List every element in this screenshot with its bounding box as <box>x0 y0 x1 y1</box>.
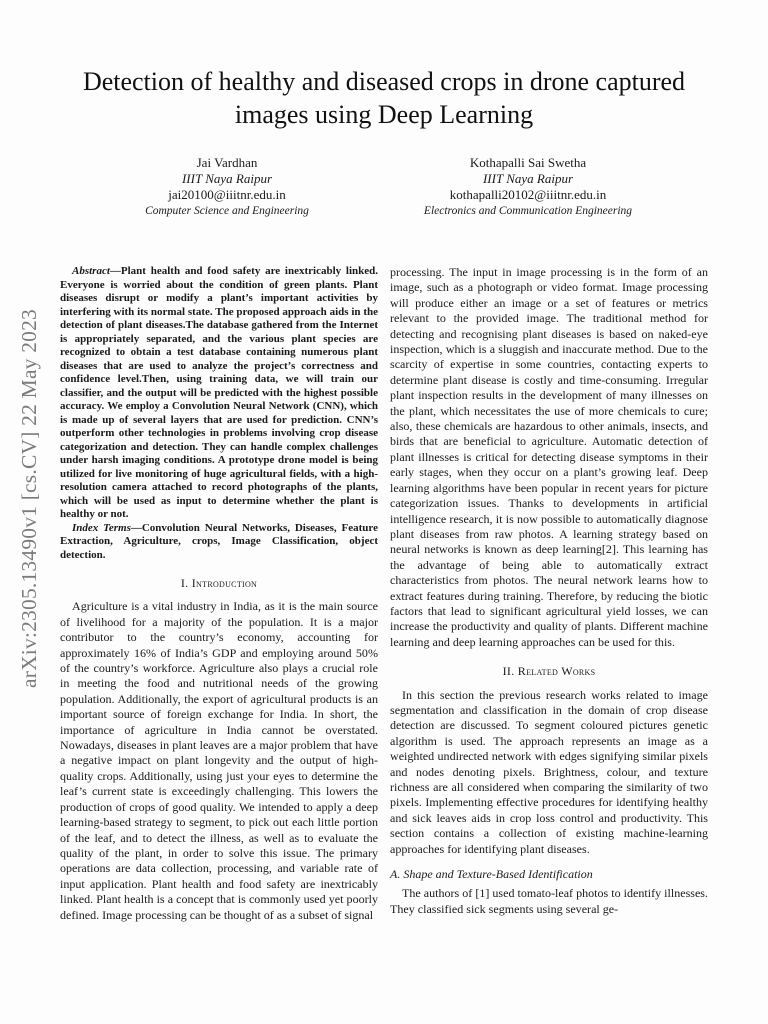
related-works-paragraph: In this section the previous research works related to image segmentation and classification in the domain of crop disease detection are discussed. To segment coloured pictures genetic algorithm is used. The approach represents an image as a weighted undirected network with edges signifying similar pixels and nodes denoting pixels. Brightness, colour, and texture richness are all considered when comparing the similarity of two pixels. Implementing effective procedures for identifying healthy and sick leaves aids in crop loss control and productivity. This section contains a collection of existing machine-learning approaches for identifying plant diseases. <box>390 687 708 856</box>
arxiv-stamp <box>14 263 46 733</box>
section-heading-related-works: II. Related Works <box>502 664 596 679</box>
author-name: Jai Vardhan <box>196 155 258 170</box>
abstract-label: Abstract <box>72 265 110 277</box>
author-block-2 <box>378 155 678 219</box>
right-column <box>390 265 708 917</box>
subsection-heading-shape-texture: A. Shape and Texture-Based Identification <box>390 867 593 882</box>
author-email: jai20100@iiitnr.edu.in <box>168 187 286 202</box>
arxiv-stamp-text: arXiv:2305.13490v1 [cs.CV] 22 May 2023 <box>17 308 42 688</box>
author-affiliation: IIIT Naya Raipur <box>482 171 574 186</box>
subsection-paragraph: The authors of [1] used tomato-leaf photos to identify illnesses. They classified sick segments using several ge- <box>390 886 708 916</box>
paper-title: Detection of healthy and diseased crops in drone captured images using Deep Learning <box>82 67 686 129</box>
introduction-paragraph: Agriculture is a vital industry in India, as it is the main source of livelihood for a majority of the population. It is a major contributor to the country’s economy, accounting for approximately 16% of India’s GDP and employing around 50% of the country’s workforce. Agriculture also plays a crucial role in meeting the food and nutritional needs of the growing population. Additionally, the export of agricultural products is an important source of foreign exchange for India. In short, the importance of agriculture in India cannot be overstated. Nowadays, diseases in plant leaves are a major problem that have a negative impact on plant longevity and the output of high-quality crops. Additionally, using just your eyes to determine the leaf’s current state is exceedingly challenging. This lowers the production of crops of good quality. We intended to apply a deep learning-based strategy to segment, to pick out each little portion of the leaf, and to detect the illness, as well as to evaluate the quality of the plant, in order to solve this issue. The primary operations are data collection, processing, and variable rate of input application. Plant health and food safety are inextricably linked. Plant health is a concept that is commonly used yet poorly defined. Image processing can be thought of as a subset of signal <box>60 599 378 922</box>
author-department: Computer Science and Engineering <box>145 205 309 217</box>
author-email: kothapalli20102@iiitnr.edu.in <box>449 187 607 202</box>
author-name: Kothapalli Sai Swetha <box>469 155 587 170</box>
author-department: Electronics and Communication Engineering <box>423 205 633 217</box>
abstract-text: —Plant health and food safety are inextricably linked. Everyone is worried about the condition of green plants. Plant diseases disrupt or modify a plant’s important activities by interfering with its normal state. The proposed approach aids in the detection of plant diseases.The database gathered from the Internet is appropriately separated, and the various plant species are recognized to obtain a test database containing numerous plant diseases that are used to analyze the project’s correctness and confidence level.Then, using training data, we will train our classifier, and the output will be predicted with the highest possible accuracy. We employ a Convolution Neural Network (CNN), which is made up of several layers that are used for prediction. CNN’s outperform other technologies in problems involving crop disease categorization and detection. They can handle complex challenges under harsh imaging conditions. A prototype drone model is being utilized for live monitoring of huge agricultural fields, with a high-resolution camera attached to record photographs of the plants, which will be used as input to determine whether the plant is healthy or not. <box>60 265 378 520</box>
index-terms <box>60 522 378 563</box>
abstract <box>60 265 378 522</box>
author-block-1 <box>77 155 377 219</box>
left-column <box>60 265 378 923</box>
section-heading-introduction: I. Introduction <box>180 576 258 590</box>
author-affiliation: IIIT Naya Raipur <box>181 171 273 186</box>
introduction-continued-paragraph: processing. The input in image processing is in the form of an image, such as a photograph or video format. Image processing will produce either an image or a set of features or metrics relevant to the provided image. The traditional method for detecting and recognising plant diseases is based on naked-eye inspection, which is a sluggish and inaccurate method. Due to the scarcity of expertise in some countries, contacting experts to determine plant disease is costly and time-consuming. Irregular plant inspection results in the development of many illnesses on the plant, which necessitates the use of more chemicals to cure; also, these chemicals are hazardous to other animals, insects, and birds that are beneficial to agriculture. Automatic detection of plant illnesses is critical for detecting disease symptoms in their early stages, when they occur on a plant’s growing leaf. Deep learning algorithms have been popular in recent years for picture categorization issues. Thanks to developments in artificial intelligence research, it is now possible to automatically diagnose plant diseases from raw photos. A learning strategy based on neural networks is known as deep learning[2]. This learning has the advantage of being able to automatically extract characteristics from photos. The neural network learns how to extract features during training. Therefore, by reducing the biotic factors that lead to significant agricultural yield losses, we can increase the productivity and quality of plants. Different machine learning and deep learning approaches can be used for this. <box>390 265 708 649</box>
index-terms-text: —Convolution Neural Networks, Diseases, Feature Extraction, Agriculture, crops, Image Classification, object detection. <box>60 521 378 561</box>
index-terms-label: Index Terms <box>72 521 131 534</box>
